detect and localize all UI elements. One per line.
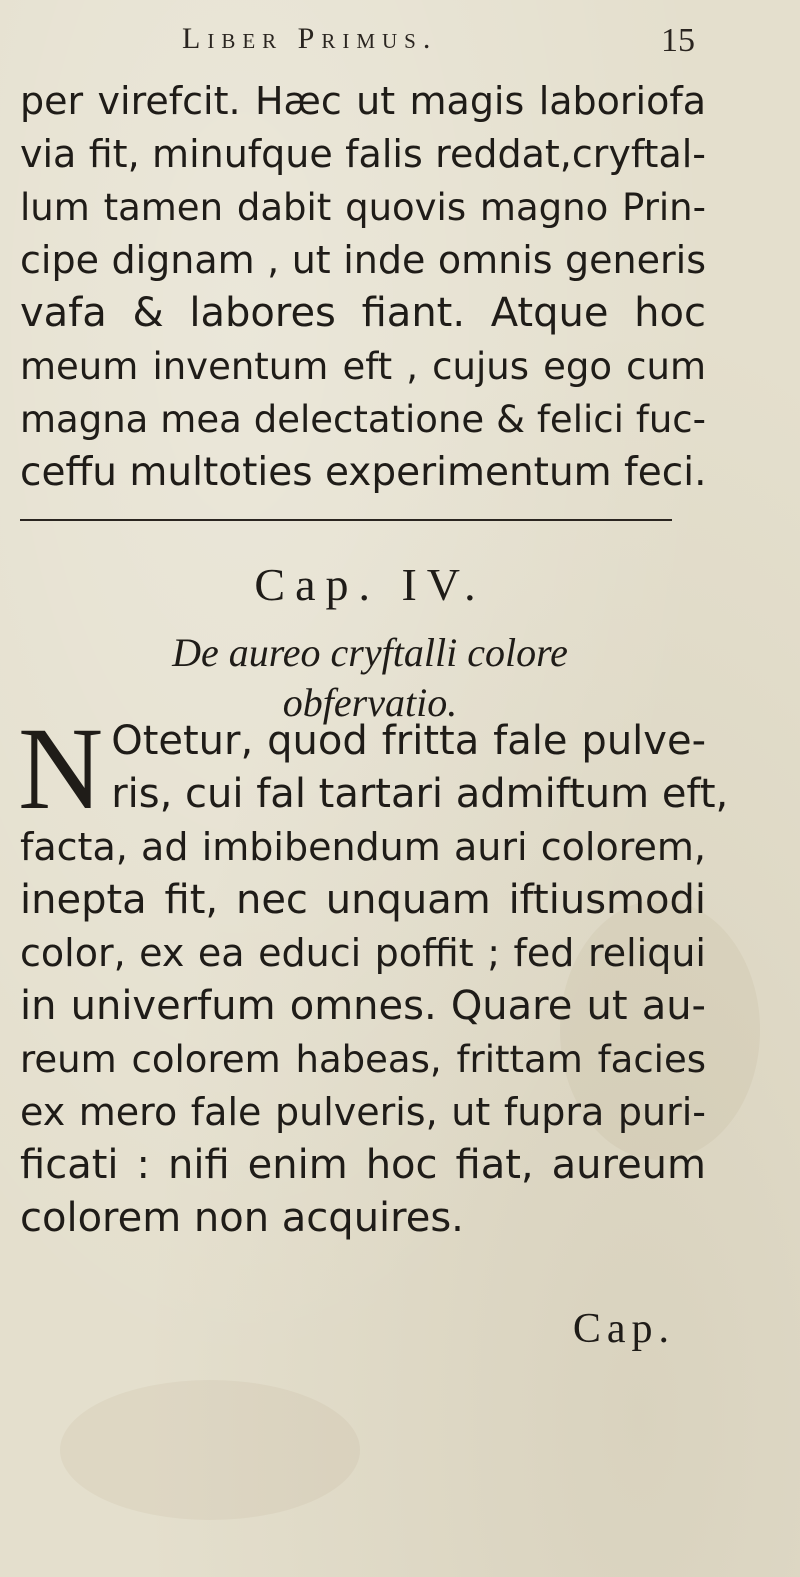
catchword: Cap. <box>572 1306 675 1352</box>
section-divider <box>20 519 672 521</box>
paragraph-continuation <box>20 75 706 499</box>
text-line: Otetur, quod fritta fale pulve- <box>111 718 706 764</box>
text-line: colorem non acquires. <box>20 1195 464 1241</box>
page-number: 15 <box>661 22 695 59</box>
chapter-heading: Cap. IV. <box>254 559 486 610</box>
text-line: vafa & labores fiant. Atque hoc <box>20 290 706 336</box>
text-line: ceffu multoties experimentum feci. <box>20 450 707 495</box>
text-line: meum inventum eft , cujus ego cum <box>20 345 706 388</box>
text-line: magna mea delectatione & felici fuc- <box>20 398 706 441</box>
text-line: in univerfum omnes. Quare ut au- <box>20 983 706 1029</box>
running-title: Liber Primus. <box>182 22 438 55</box>
text-line: inepta fit, nec unquam iftiusmodi <box>20 877 706 923</box>
text-line: per virefcit. Hæc ut magis laboriofa <box>20 79 706 123</box>
text-line: color, ex ea educi poffit ; fed reliqui <box>20 931 706 975</box>
text-line: ris, cui fal tartari admiftum eft, <box>111 771 729 817</box>
paper-stain <box>60 1380 360 1520</box>
text-line: via fit, minufque falis reddat,cryftal- <box>20 132 706 176</box>
text-line: ex mero fale pulveris, ut fupra puri- <box>20 1090 706 1134</box>
drop-cap: N <box>18 703 104 834</box>
text-line: cipe dignam , ut inde omnis generis <box>20 238 706 282</box>
chapter-paragraph <box>18 703 729 1245</box>
text-line: facta, ad imbibendum auri colorem, <box>20 825 706 869</box>
chapter-subtitle <box>0 628 740 728</box>
chapter-subtitle-line: obfervatio. <box>282 680 458 725</box>
text-line: lum tamen dabit quovis magno Prin- <box>20 186 706 229</box>
chapter-subtitle-line: De aureo cryftalli colore <box>172 630 568 675</box>
text-line: reum colorem habeas, frittam facies <box>20 1038 706 1081</box>
text-line: ficati : nifi enim hoc fiat, aureum <box>20 1142 706 1188</box>
